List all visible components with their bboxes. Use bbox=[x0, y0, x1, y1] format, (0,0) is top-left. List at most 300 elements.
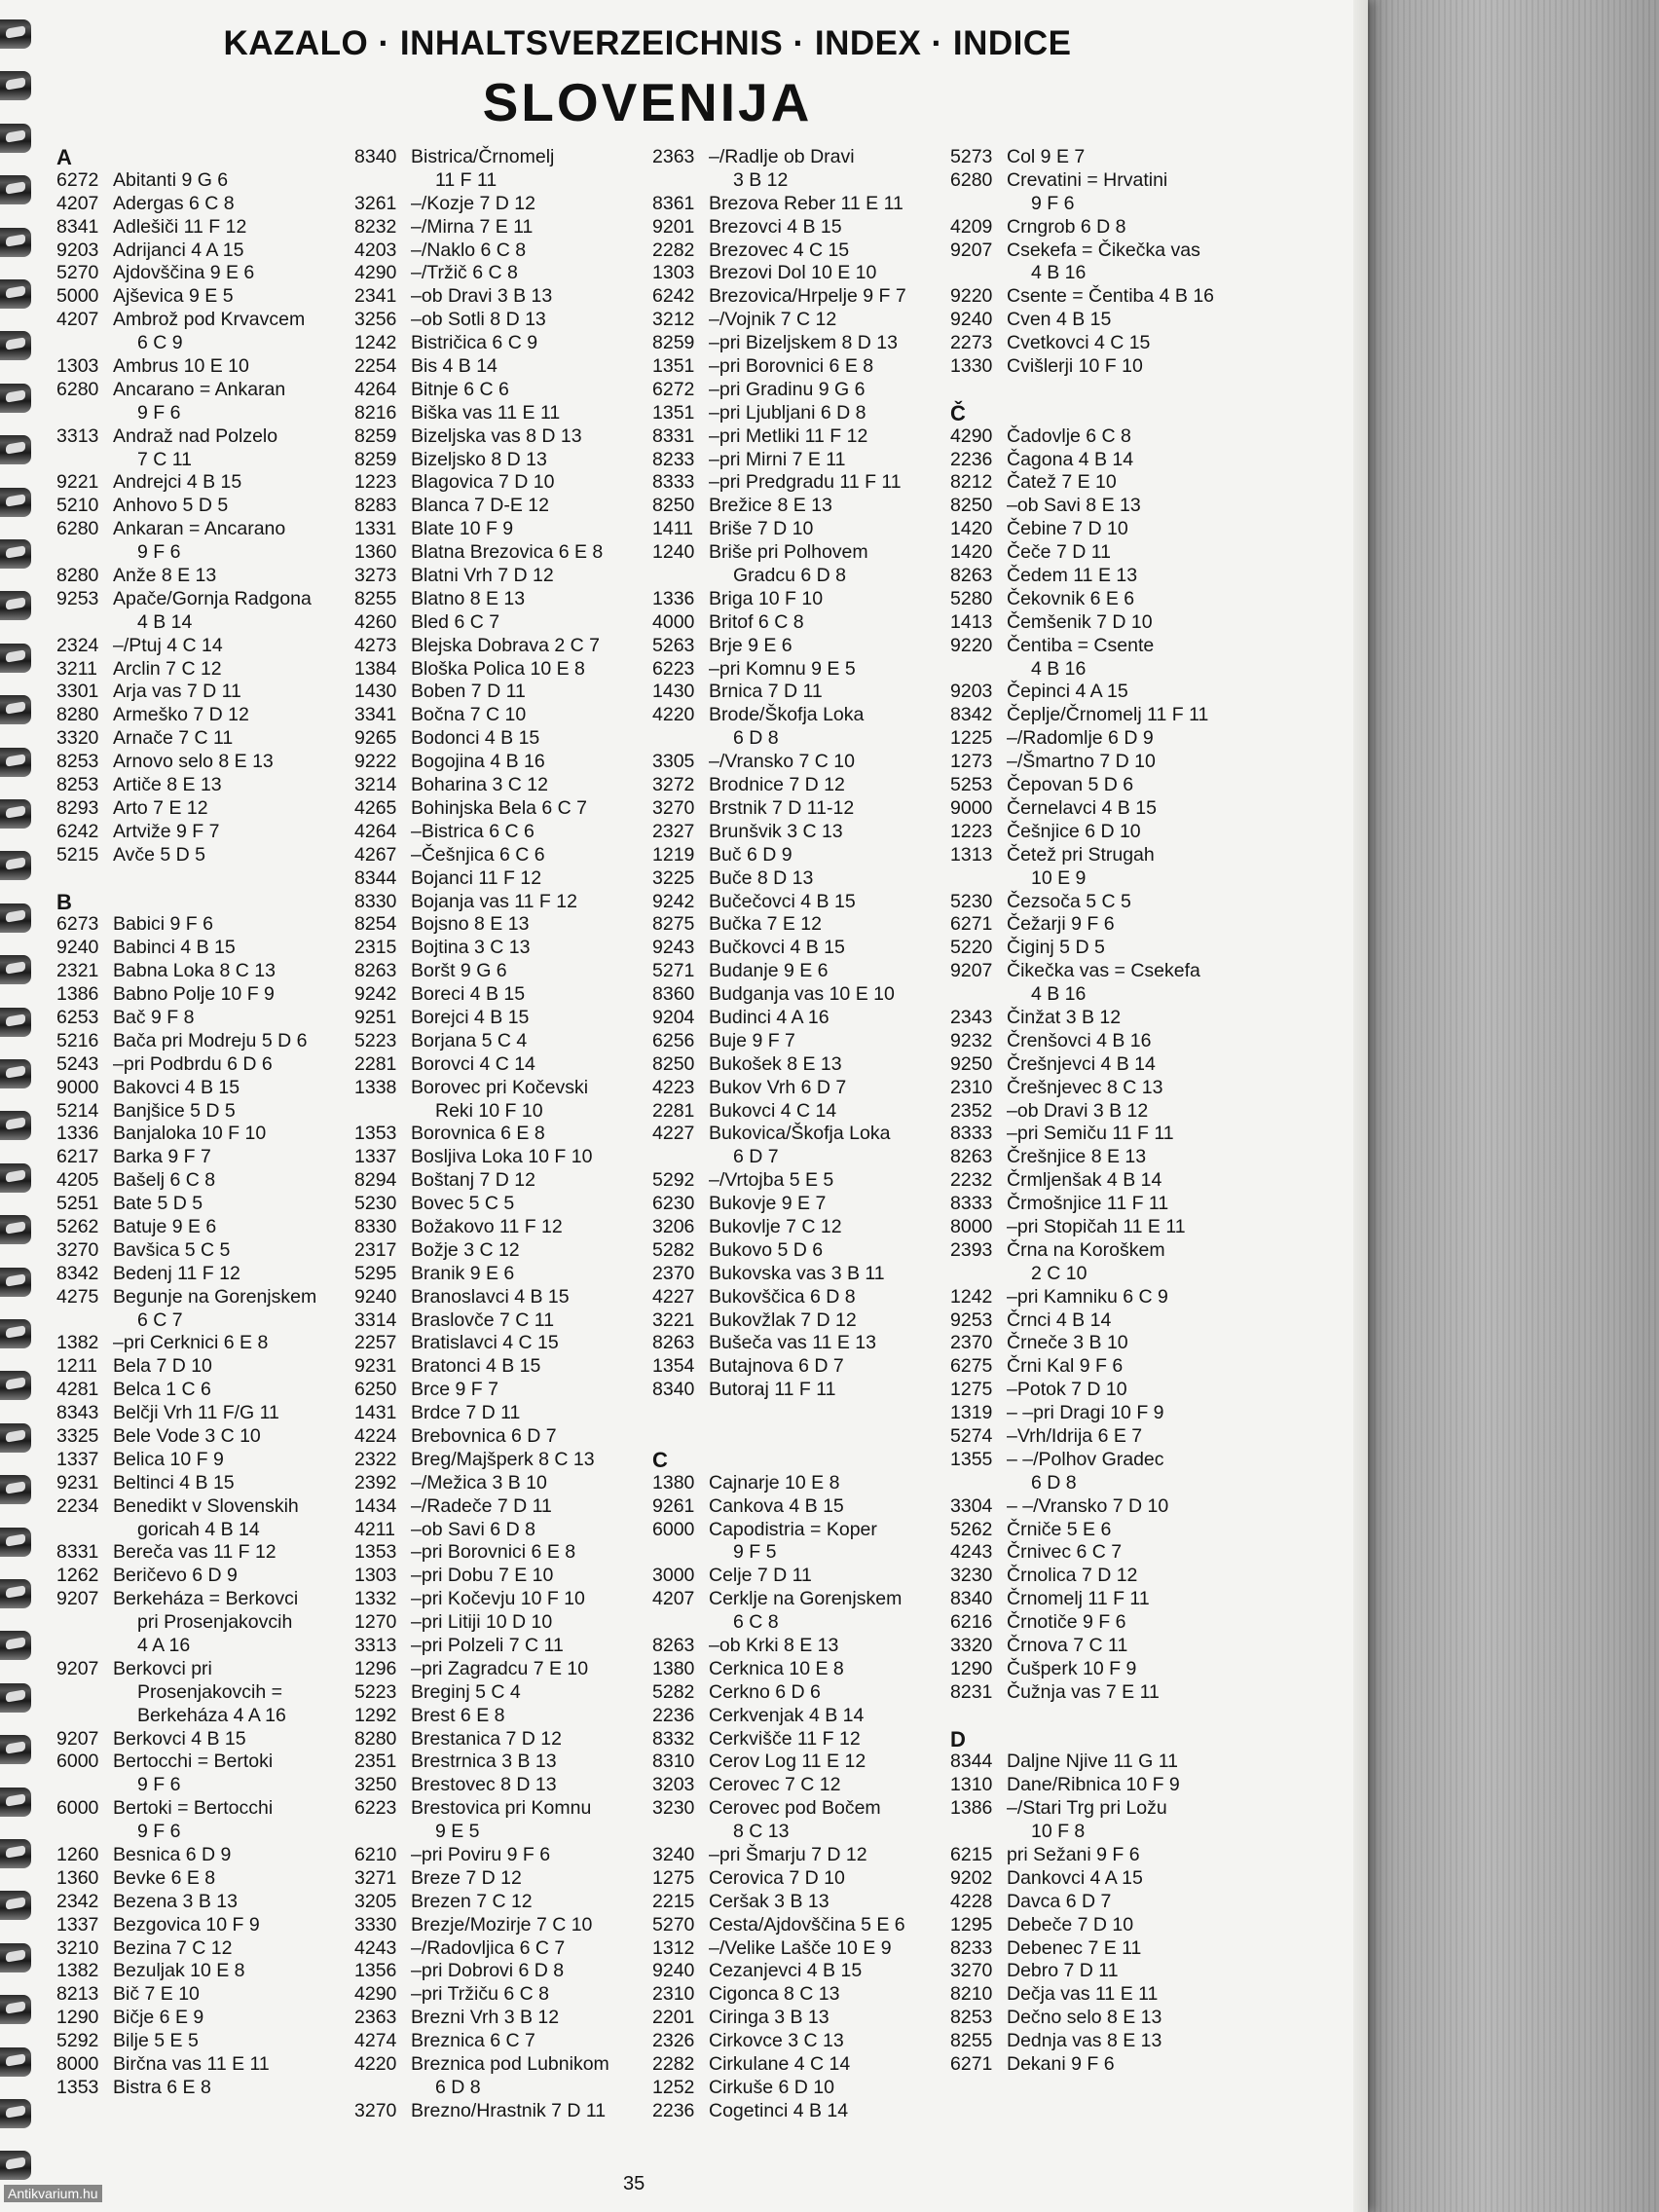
index-entry bbox=[354, 216, 646, 240]
index-entry bbox=[56, 1123, 349, 1146]
postal-code: 9265 bbox=[354, 727, 397, 750]
index-entry bbox=[652, 1309, 944, 1333]
index-entry bbox=[950, 891, 1242, 914]
postal-code: 8294 bbox=[354, 1169, 397, 1192]
postal-code: 9203 bbox=[56, 239, 99, 261]
index-entry bbox=[950, 1495, 1242, 1519]
index-entry bbox=[950, 449, 1242, 472]
place-name: Bele Vode 3 C 10 bbox=[113, 1424, 261, 1447]
place-name: Debenec 7 E 11 bbox=[1007, 1936, 1142, 1959]
postal-code: 4290 bbox=[354, 262, 397, 284]
place-name: Brunšvik 3 C 13 bbox=[709, 820, 843, 842]
index-entry bbox=[354, 1030, 646, 1053]
index-entry bbox=[652, 1728, 944, 1751]
postal-code: 8342 bbox=[950, 704, 993, 726]
index-entry-continuation: pri Prosenjakovcih bbox=[137, 1611, 293, 1634]
index-entry bbox=[354, 1309, 646, 1333]
postal-code: 3320 bbox=[56, 727, 99, 750]
index-spacer bbox=[950, 379, 1242, 402]
place-name: Cajnarje 10 E 8 bbox=[709, 1471, 840, 1493]
index-entry bbox=[354, 1565, 646, 1588]
place-name: Ajdovščina 9 E 6 bbox=[113, 262, 255, 284]
postal-code: 1330 bbox=[950, 355, 993, 378]
postal-code: 4264 bbox=[354, 378, 397, 400]
spiral-ring bbox=[0, 2047, 31, 2077]
postal-code: 2363 bbox=[652, 146, 695, 167]
place-name: Bistrica/Črnomelj bbox=[411, 146, 555, 167]
place-name: Čatež 7 E 10 bbox=[1007, 471, 1117, 494]
place-name: Bukovlje 7 C 12 bbox=[709, 1215, 842, 1237]
postal-code: 3230 bbox=[652, 1797, 695, 1820]
place-name: Dečno selo 8 E 13 bbox=[1007, 2007, 1162, 2029]
postal-code: 3221 bbox=[652, 1309, 695, 1331]
index-entry bbox=[950, 1332, 1242, 1355]
place-name: Dane/Ribnica 10 F 9 bbox=[1007, 1774, 1180, 1796]
postal-code: 4264 bbox=[354, 820, 397, 842]
postal-code: 4227 bbox=[652, 1123, 695, 1145]
place-name: Brestanica 7 D 12 bbox=[411, 1727, 563, 1750]
index-entry bbox=[652, 1519, 944, 1542]
postal-code: 8259 bbox=[652, 332, 695, 354]
index-spacer bbox=[950, 1705, 1242, 1728]
postal-code: 5215 bbox=[56, 843, 99, 866]
postal-code: 2257 bbox=[354, 1332, 397, 1354]
index-entry bbox=[652, 1658, 944, 1681]
place-name: Črešnjevci 4 B 14 bbox=[1007, 1052, 1156, 1075]
index-entry-continuation: 6 D 8 bbox=[733, 727, 779, 750]
postal-code: 3330 bbox=[354, 1913, 397, 1936]
postal-code: 1336 bbox=[56, 1123, 99, 1145]
place-name: Cerkvenjak 4 B 14 bbox=[709, 1704, 865, 1726]
index-entry bbox=[652, 193, 944, 216]
place-name: Bičje 6 E 9 bbox=[113, 2007, 204, 2029]
index-entry bbox=[354, 1519, 646, 1542]
index-entry bbox=[354, 2053, 646, 2077]
letter-heading: C bbox=[652, 1447, 668, 1472]
place-name: Arnače 7 C 11 bbox=[113, 727, 234, 750]
postal-code: 8231 bbox=[950, 1680, 993, 1703]
postal-code: 6223 bbox=[354, 1797, 397, 1820]
postal-code: 2322 bbox=[354, 1448, 397, 1470]
place-name: Bič 7 E 10 bbox=[113, 1983, 200, 2006]
index-entry bbox=[950, 681, 1242, 704]
place-name: Budinci 4 A 16 bbox=[709, 1006, 830, 1028]
index-entry bbox=[56, 169, 349, 193]
index-entry bbox=[354, 1053, 646, 1077]
place-name: Babici 9 F 6 bbox=[113, 913, 213, 936]
index-entry bbox=[950, 1611, 1242, 1635]
index-entry bbox=[354, 1146, 646, 1169]
place-name: Bakovci 4 B 15 bbox=[113, 1076, 240, 1098]
postal-code: 4290 bbox=[354, 1983, 397, 2006]
place-name: Ambrož pod Krvavcem bbox=[113, 309, 306, 331]
postal-code: 3270 bbox=[354, 2099, 397, 2121]
postal-code: 3305 bbox=[652, 751, 695, 773]
index-entry bbox=[56, 2077, 349, 2100]
index-entry bbox=[56, 379, 349, 402]
postal-code: 5262 bbox=[56, 1215, 99, 1237]
postal-code: 1386 bbox=[950, 1797, 993, 1820]
postal-code: 8333 bbox=[950, 1123, 993, 1145]
postal-code: 9204 bbox=[652, 1006, 695, 1028]
index-entry bbox=[950, 1239, 1242, 1263]
postal-code: 9240 bbox=[56, 937, 99, 959]
postal-code: 9232 bbox=[950, 1029, 993, 1051]
postal-code: 2310 bbox=[652, 1983, 695, 2006]
index-entry-continuation: 6 D 8 bbox=[435, 2076, 481, 2098]
place-name: Brce 9 F 7 bbox=[411, 1379, 498, 1401]
index-entry bbox=[354, 1914, 646, 1937]
postal-code: 9202 bbox=[950, 1866, 993, 1889]
postal-code: 2232 bbox=[950, 1169, 993, 1192]
index-entry-continuation: 11 F 11 bbox=[435, 168, 498, 191]
index-entry bbox=[354, 518, 646, 541]
postal-code: 8253 bbox=[950, 2007, 993, 2029]
place-name: Braslovče 7 C 11 bbox=[411, 1309, 555, 1331]
spiral-ring bbox=[0, 1788, 31, 1817]
index-entry bbox=[652, 1355, 944, 1379]
index-entry bbox=[652, 704, 944, 727]
index-entry bbox=[652, 1705, 944, 1728]
postal-code: 4207 bbox=[56, 309, 99, 331]
index-entry bbox=[950, 1937, 1242, 1961]
index-entry bbox=[950, 1355, 1242, 1379]
index-column-3 bbox=[652, 146, 944, 2123]
postal-code: 5000 bbox=[56, 285, 99, 308]
index-entry bbox=[354, 425, 646, 449]
index-entry bbox=[56, 2030, 349, 2053]
spiral-ring bbox=[0, 644, 31, 673]
place-name: Crngrob 6 D 8 bbox=[1007, 215, 1126, 238]
index-entry-continuation: 9 F 6 bbox=[1031, 192, 1075, 214]
index-entry bbox=[950, 960, 1242, 983]
index-entry bbox=[56, 240, 349, 263]
postal-code: 3320 bbox=[950, 1635, 993, 1656]
postal-code: 6271 bbox=[950, 913, 993, 936]
place-name: Babinci 4 B 15 bbox=[113, 937, 236, 959]
place-name: Čiginj 5 D 5 bbox=[1007, 937, 1105, 959]
postal-code: 3211 bbox=[56, 657, 97, 680]
place-name: Borovnica 6 E 8 bbox=[411, 1123, 545, 1145]
postal-code: 8280 bbox=[354, 1727, 397, 1750]
index-entry bbox=[354, 262, 646, 285]
index-entry bbox=[354, 1332, 646, 1355]
postal-code: 2321 bbox=[56, 960, 99, 982]
place-name: –ob Savi 8 E 13 bbox=[1007, 495, 1141, 517]
index-entry-continuation: 6 D 7 bbox=[733, 1146, 779, 1168]
place-name: Daljne Njive 11 G 11 bbox=[1007, 1751, 1178, 1773]
place-name: Brezova Reber 11 E 11 bbox=[709, 192, 903, 214]
index-entry bbox=[950, 588, 1242, 611]
index-entry-continuation: Berkeháza 4 A 16 bbox=[137, 1704, 286, 1726]
postal-code: 5214 bbox=[56, 1099, 99, 1122]
postal-code: 9242 bbox=[354, 983, 397, 1006]
index-column-4 bbox=[950, 146, 1242, 2077]
place-name: Blanca 7 D-E 12 bbox=[411, 495, 549, 517]
postal-code: 6280 bbox=[56, 518, 99, 540]
place-name: Bavšica 5 C 5 bbox=[113, 1238, 231, 1261]
place-name: Bojanja vas 11 F 12 bbox=[411, 890, 577, 912]
spiral-ring bbox=[0, 488, 31, 517]
index-entry bbox=[354, 1379, 646, 1402]
postal-code: 9240 bbox=[354, 1285, 397, 1308]
index-entry bbox=[56, 635, 349, 658]
place-name: Andrejci 4 B 15 bbox=[113, 471, 242, 494]
place-name: Brode/Škofja Loka bbox=[709, 704, 865, 726]
index-entry bbox=[354, 1355, 646, 1379]
index-entry bbox=[354, 1844, 646, 1867]
background-desk bbox=[1368, 0, 1659, 2212]
spiral-ring bbox=[0, 435, 31, 464]
postal-code: 1240 bbox=[652, 541, 695, 564]
index-entry bbox=[950, 1681, 1242, 1705]
index-entry bbox=[652, 588, 944, 611]
index-entry bbox=[56, 727, 349, 751]
place-name: Ciringa 3 B 13 bbox=[709, 2007, 830, 2029]
spiral-ring bbox=[0, 748, 31, 777]
place-name: Csente = Čentiba 4 B 16 bbox=[1007, 285, 1215, 308]
index-entry bbox=[56, 1541, 349, 1565]
postal-code: 3212 bbox=[652, 309, 695, 331]
index-entry bbox=[652, 797, 944, 821]
page-number: 35 bbox=[623, 2173, 645, 2194]
spiral-ring bbox=[0, 1163, 31, 1193]
postal-code: 8263 bbox=[652, 1635, 695, 1656]
place-name: –pri Dobrovi 6 D 8 bbox=[411, 1960, 565, 1982]
postal-code: 2234 bbox=[56, 1494, 99, 1517]
spiral-ring bbox=[0, 1995, 31, 2024]
index-entry bbox=[354, 1123, 646, 1146]
place-name: Črnivec 6 C 7 bbox=[1007, 1541, 1123, 1564]
place-name: Blatna Brezovica 6 E 8 bbox=[411, 541, 604, 564]
postal-code: 1411 bbox=[652, 518, 693, 540]
spiral-ring bbox=[0, 695, 31, 724]
index-entry bbox=[652, 1030, 944, 1053]
spiral-ring bbox=[0, 1008, 31, 1037]
index-entry bbox=[354, 774, 646, 797]
letter-heading: Č bbox=[950, 400, 966, 425]
place-name: Brezje/Mozirje 7 C 10 bbox=[411, 1913, 593, 1936]
postal-code: 3000 bbox=[652, 1565, 695, 1587]
place-name: –/Stari Trg pri Ložu bbox=[1007, 1797, 1167, 1820]
spiral-ring bbox=[0, 1891, 31, 1920]
spiral-ring bbox=[0, 1631, 31, 1660]
place-name: Blatno 8 E 13 bbox=[411, 587, 526, 609]
postal-code: 4207 bbox=[56, 192, 99, 214]
index-entry bbox=[950, 1193, 1242, 1216]
postal-code: 5253 bbox=[950, 774, 993, 796]
index-entry bbox=[354, 704, 646, 727]
postal-code: 8330 bbox=[354, 890, 397, 912]
index-entry bbox=[652, 1263, 944, 1286]
postal-code: 8259 bbox=[354, 448, 397, 470]
spiral-ring bbox=[0, 1371, 31, 1400]
postal-code: 8340 bbox=[950, 1588, 993, 1610]
place-name: Brežice 8 E 13 bbox=[709, 495, 832, 517]
place-name: Budanje 9 E 6 bbox=[709, 960, 829, 982]
postal-code: 8263 bbox=[950, 565, 993, 587]
index-entry bbox=[354, 1169, 646, 1193]
place-name: Bohinjska Bela 6 C 7 bbox=[411, 796, 588, 819]
postal-code: 8344 bbox=[950, 1751, 993, 1773]
postal-code: 1420 bbox=[950, 518, 993, 540]
place-name: Činžat 3 B 12 bbox=[1007, 1006, 1122, 1028]
index-entry bbox=[56, 774, 349, 797]
postal-code: 2282 bbox=[652, 239, 695, 261]
index-entry bbox=[652, 1774, 944, 1797]
index-entry bbox=[950, 1960, 1242, 1983]
index-entry bbox=[950, 2053, 1242, 2077]
index-entry bbox=[354, 1751, 646, 1774]
spiral-ring bbox=[0, 1683, 31, 1713]
postal-code: 1336 bbox=[652, 587, 695, 609]
postal-code: 9201 bbox=[652, 215, 695, 238]
spiral-ring bbox=[0, 1268, 31, 1297]
watermark: Antikvarium.hu bbox=[4, 2185, 102, 2202]
postal-code: 1312 bbox=[652, 1936, 695, 1959]
postal-code: 1420 bbox=[950, 541, 993, 564]
index-entry bbox=[354, 960, 646, 983]
index-entry bbox=[56, 193, 349, 216]
postal-code: 1290 bbox=[950, 1657, 993, 1679]
postal-code: 1337 bbox=[354, 1146, 397, 1168]
index-entry bbox=[950, 240, 1242, 263]
place-name: Brezen 7 C 12 bbox=[411, 1890, 533, 1912]
index-entry bbox=[652, 774, 944, 797]
postal-code: 8263 bbox=[354, 960, 397, 982]
index-entry bbox=[950, 1914, 1242, 1937]
place-name: Col 9 E 7 bbox=[1007, 146, 1086, 167]
place-name: Bušeča vas 11 E 13 bbox=[709, 1332, 876, 1354]
place-name: Bojtina 3 C 13 bbox=[411, 937, 531, 959]
postal-code: 3205 bbox=[354, 1890, 397, 1912]
place-name: Breze 7 D 12 bbox=[411, 1866, 522, 1889]
postal-code: 5263 bbox=[652, 634, 695, 656]
place-name: Arnovo selo 8 E 13 bbox=[113, 751, 274, 773]
place-name: Bevke 6 E 8 bbox=[113, 1866, 216, 1889]
index-entry bbox=[354, 2030, 646, 2053]
index-entry bbox=[56, 1169, 349, 1193]
place-name: Arto 7 E 12 bbox=[113, 796, 208, 819]
place-name: Cerklje na Gorenjskem bbox=[709, 1588, 903, 1610]
place-name: Berkeháza = Berkovci bbox=[113, 1588, 299, 1610]
place-name: –pri Kamniku 6 C 9 bbox=[1007, 1285, 1168, 1308]
postal-code: 1380 bbox=[652, 1471, 695, 1493]
place-name: Borovci 4 C 14 bbox=[411, 1052, 535, 1075]
index-entry bbox=[354, 2100, 646, 2123]
place-name: Banjšice 5 D 5 bbox=[113, 1099, 236, 1122]
postal-code: 3270 bbox=[950, 1960, 993, 1982]
postal-code: 9231 bbox=[354, 1355, 397, 1378]
place-name: Borovec pri Kočevski bbox=[411, 1076, 589, 1098]
index-entry bbox=[950, 2007, 1242, 2030]
place-name: Arclin 7 C 12 bbox=[113, 657, 222, 680]
postal-code: 2370 bbox=[950, 1332, 993, 1354]
place-name: –Bistrica 6 C 6 bbox=[411, 820, 535, 842]
index-entry bbox=[950, 1774, 1242, 1797]
postal-code: 4220 bbox=[354, 2053, 397, 2076]
spiral-ring bbox=[0, 903, 31, 933]
place-name: –/Šmartno 7 D 10 bbox=[1007, 751, 1156, 773]
postal-code: 5223 bbox=[354, 1680, 397, 1703]
place-name: Ceršak 3 B 13 bbox=[709, 1890, 830, 1912]
place-name: –pri Zagradcu 7 E 10 bbox=[411, 1657, 589, 1679]
place-name: Cerkno 6 D 6 bbox=[709, 1680, 821, 1703]
place-name: Dednja vas 8 E 13 bbox=[1007, 2030, 1162, 2052]
place-name: Božje 3 C 12 bbox=[411, 1238, 520, 1261]
index-entry bbox=[652, 1844, 944, 1867]
postal-code: 1337 bbox=[56, 1448, 99, 1470]
place-name: Butoraj 11 F 11 bbox=[709, 1379, 836, 1401]
index-entry bbox=[950, 1588, 1242, 1611]
place-name: Borejci 4 B 15 bbox=[411, 1006, 530, 1028]
postal-code: 1430 bbox=[652, 681, 695, 703]
index-entry bbox=[354, 309, 646, 332]
postal-code: 2201 bbox=[652, 2007, 695, 2029]
place-name: Breg/Majšperk 8 C 13 bbox=[411, 1448, 595, 1470]
postal-code: 9222 bbox=[354, 751, 397, 773]
postal-code: 3240 bbox=[652, 1844, 695, 1866]
index-entry bbox=[354, 913, 646, 937]
index-entry bbox=[652, 983, 944, 1007]
index-spacer bbox=[652, 1425, 944, 1449]
place-name: Brezovci 4 B 15 bbox=[709, 215, 842, 238]
index-entry bbox=[56, 844, 349, 867]
index-entry bbox=[950, 471, 1242, 495]
index-entry bbox=[56, 658, 349, 682]
postal-code: 5220 bbox=[950, 937, 993, 959]
postal-code: 8212 bbox=[950, 471, 993, 494]
index-entry bbox=[354, 588, 646, 611]
index-entry bbox=[652, 1635, 944, 1658]
index-entry bbox=[652, 471, 944, 495]
postal-code: 8263 bbox=[652, 1332, 695, 1354]
index-entry bbox=[652, 681, 944, 704]
index-column-2 bbox=[354, 146, 646, 2123]
place-name: Brezni Vrh 3 B 12 bbox=[411, 2007, 560, 2029]
index-entry bbox=[652, 1332, 944, 1355]
place-name: Belčji Vrh 11 F/G 11 bbox=[113, 1402, 279, 1424]
place-name: Bučka 7 E 12 bbox=[709, 913, 822, 936]
place-name: Butajnova 6 D 7 bbox=[709, 1355, 844, 1378]
place-name: –pri Komnu 9 E 5 bbox=[709, 657, 856, 680]
postal-code: 3313 bbox=[56, 424, 99, 447]
postal-code: 1380 bbox=[652, 1657, 695, 1679]
postal-code: 1313 bbox=[950, 843, 993, 866]
index-entry bbox=[354, 611, 646, 635]
index-entry bbox=[950, 611, 1242, 635]
postal-code: 1296 bbox=[354, 1657, 397, 1679]
place-name: Bača pri Modreju 5 D 6 bbox=[113, 1029, 308, 1051]
place-name: –/Vransko 7 C 10 bbox=[709, 751, 855, 773]
place-name: Čužnja vas 7 E 11 bbox=[1007, 1680, 1160, 1703]
index-entry bbox=[652, 1239, 944, 1263]
postal-code: 4227 bbox=[652, 1285, 695, 1308]
index-entry bbox=[56, 913, 349, 937]
place-name: Blagovica 7 D 10 bbox=[411, 471, 555, 494]
index-entry bbox=[950, 751, 1242, 774]
index-entry bbox=[950, 1077, 1242, 1100]
spiral-ring bbox=[0, 1215, 31, 1244]
postal-code: 1260 bbox=[56, 1844, 99, 1866]
place-name: Brezovi Dol 10 E 10 bbox=[709, 262, 877, 284]
postal-code: 1290 bbox=[56, 2007, 99, 2029]
place-name: Cvetkovci 4 C 15 bbox=[1007, 332, 1151, 354]
index-entry bbox=[950, 1519, 1242, 1542]
postal-code: 8253 bbox=[56, 751, 99, 773]
postal-code: 3261 bbox=[354, 192, 397, 214]
place-name: Buče 8 D 13 bbox=[709, 866, 814, 889]
